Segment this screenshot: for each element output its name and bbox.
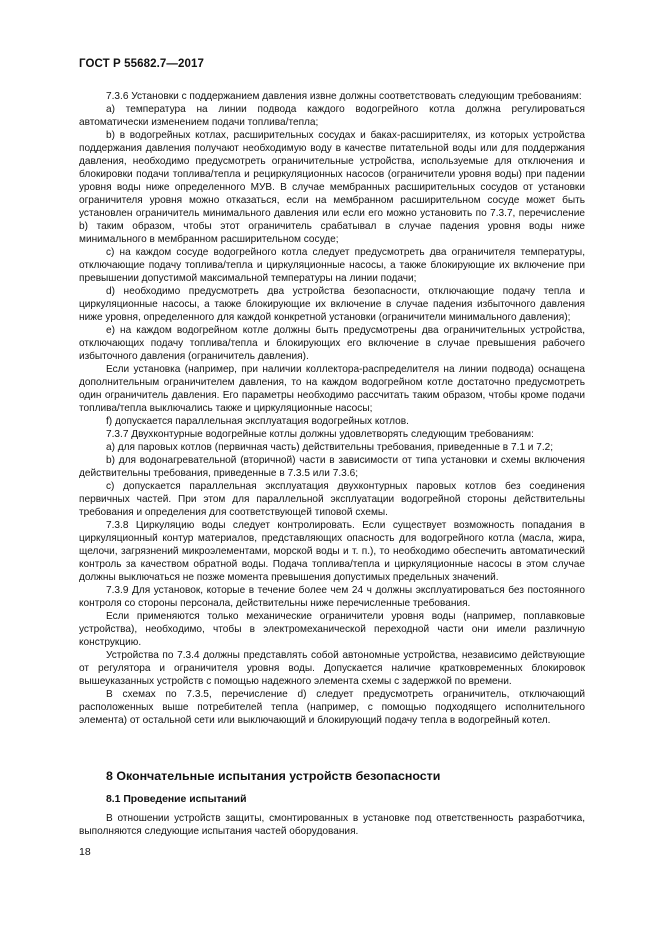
paragraph: b) в водогрейных котлах, расширительных сосудах и баках-расширителях, из которых устройства поддержания давления получают необходимую воду в качестве питательной воды или для поддержания давления, необходимо предусмотреть ограничительные устройства, используемые для отключения и блокировки подачи топлива/тепла и рециркуляционных насосов (ограничители уровня воды) при падении уровня воды ниже определенного МУВ. В случае мембранных расширительных сосудов от установки ограничителя уровня можно отказаться, если на мембранном расширительном сосуде может быть установлен ограничитель минимального давления или если его можно установить по 7.3.7, перечисление b) таким образом, чтобы этот ограничитель срабатывал в случае падения уровня воды ниже минимального в мембранном расширительном сосуде; bbox=[79, 130, 585, 245]
standard-header: ГОСТ Р 55682.7—2017 bbox=[79, 58, 204, 70]
paragraph: В схемах по 7.3.5, перечисление d) следует предусмотреть ограничитель, отключающий расположенных выше потребителей тепла (например, с помощью подходящего исполнительного элемента) от остальной сети или выключающий и блокирующий подачу тепла в водогрейный котел. bbox=[79, 689, 585, 726]
section-body bbox=[79, 812, 585, 838]
paragraph: c) на каждом сосуде водогрейного котла следует предусмотреть два ограничителя температуры, отключающие подачу топлива/тепла и циркуляционные насосы, а также блокирующие их включение при превышении допустимой максимальной температуры на линии подачи; bbox=[79, 247, 585, 284]
paragraph: 7.3.7 Двухконтурные водогрейные котлы должны удовлетворять следующим требованиям: bbox=[106, 429, 534, 440]
paragraph: d) необходимо предусмотреть два устройства безопасности, отключающие подачу тепла и циркуляционные насосы, а также блокирующие их включение в случае падения избыточного давления ниже уровня, определенного для каждой конкретной установки (ограничители минимального давления); bbox=[79, 286, 585, 323]
paragraph: a) температура на линии подвода каждого водогрейного котла должна регулироваться автоматически изменением подачи топлива/тепла; bbox=[79, 104, 585, 128]
paragraph: Если установка (например, при наличии коллектора-распределителя на линии подвода) оснащена дополнительным ограничителем давления, то на каждом водогрейном котле достаточно предусмотреть один ограничитель давления. Его параметры необходимо рассчитать таким образом, чтобы кроме подачи топлива/тепла выключались также и циркуляционные насосы; bbox=[79, 364, 585, 414]
section-heading: 8 Окончательные испытания устройств безопасности bbox=[106, 769, 441, 783]
paragraph: a) для паровых котлов (первичная часть) действительны требования, приведенные в 7.1 и 7.2; bbox=[106, 442, 554, 453]
paragraph: Если применяются только механические ограничители уровня воды (например, поплавковые устройства), необходимо, чтобы в электромеханической переходной части они имели различную конструкцию. bbox=[79, 611, 585, 648]
subsection-heading: 8.1 Проведение испытаний bbox=[106, 794, 247, 805]
paragraph: e) на каждом водогрейном котле должны быть предусмотрены два ограничительных устройства, отключающих подачу топлива/тепла и блокирующих его включение в случае превышения рабочего избыточного давления (ограничитель давления). bbox=[79, 325, 585, 362]
paragraph: 7.3.9 Для установок, которые в течение более чем 24 ч должны эксплуатироваться без постоянного контроля со стороны персонала, действительны ниже перечисленные требования. bbox=[79, 585, 585, 609]
paragraph: f) допускается параллельная эксплуатация водогрейных котлов. bbox=[106, 416, 409, 427]
paragraph: 7.3.8 Циркуляцию воды следует контролировать. Если существует возможность попадания в циркуляционный контур материалов, представляющих опасность для водогрейного котла (масла, жира, щелочи, загрязнений микроэлементами, морской воды и т. п.), то необходимо обеспечить автоматический контроль за качеством обратной воды. Подача топлива/тепла и циркуляционные насосы в этом случае должны выключаться не позже момента превышения допустимых предельных значений. bbox=[79, 520, 585, 583]
document-body bbox=[79, 90, 585, 727]
paragraph: 7.3.6 Установки с поддержанием давления извне должны соответствовать следующим требованиям: bbox=[106, 91, 582, 102]
page-number: 18 bbox=[79, 846, 91, 858]
paragraph: c) допускается параллельная эксплуатация двухконтурных паровых котлов без соединения первичных частей. При этом для параллельной эксплуатации водогрейной стороны действительны требования и определения для соответствующей типовой схемы. bbox=[79, 481, 585, 518]
paragraph: В отношении устройств защиты, смонтированных в установке под ответственность разработчика, выполняются следующие испытания частей оборудования. bbox=[79, 813, 585, 837]
paragraph: Устройства по 7.3.4 должны представлять собой автономные устройства, независимо действующие от регулятора и ограничителя уровня воды. Допускается наличие кратковременных блокировок вышеуказанных устройств с помощью надежного элемента схемы с задержкой по времени. bbox=[79, 650, 585, 687]
paragraph: b) для водонагревательной (вторичной) части в зависимости от типа установки и схемы включения действительны требования, приведенные в 7.3.5 или 7.3.6; bbox=[79, 455, 585, 479]
